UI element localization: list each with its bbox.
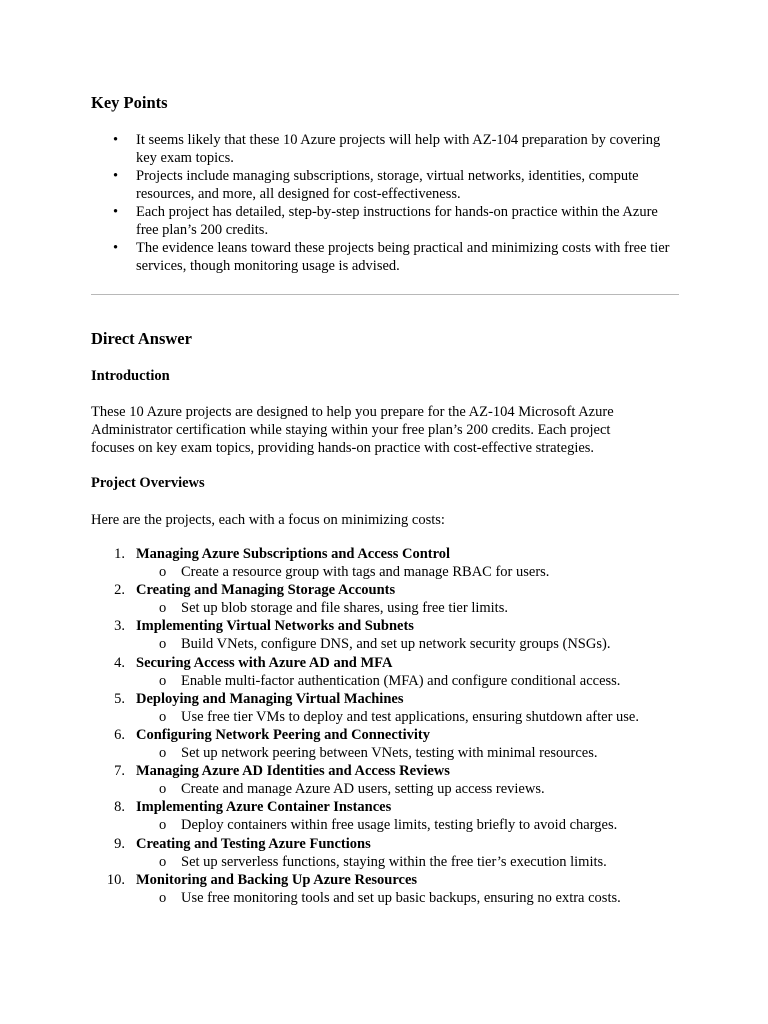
project-detail-text: Use free tier VMs to deploy and test applications, ensuring shutdown after use.	[181, 708, 639, 725]
project-item	[91, 798, 681, 834]
project-title: Configuring Network Peering and Connectivity	[136, 726, 431, 743]
project-title: Managing Azure AD Identities and Access Reviews	[136, 763, 450, 780]
project-item	[91, 835, 681, 871]
sub-bullet-icon: o	[159, 744, 167, 761]
project-number: 4.	[114, 654, 125, 671]
project-overviews-intro: Here are the projects, each with a focus on minimizing costs:	[91, 512, 445, 528]
project-detail-text: Use free monitoring tools and set up basic backups, ensuring no extra costs.	[181, 889, 621, 906]
project-detail-text: Set up blob storage and file shares, using free tier limits.	[181, 600, 508, 617]
key-point-item	[91, 203, 681, 239]
project-detail	[136, 780, 681, 798]
project-detail	[136, 672, 681, 690]
key-points-heading: Key Points	[91, 93, 168, 112]
projects-list	[91, 545, 681, 907]
key-point-item	[91, 131, 681, 167]
bullet-icon: •	[113, 204, 119, 220]
project-item	[91, 545, 681, 581]
project-detail-text: Enable multi-factor authentication (MFA) and configure conditional access.	[181, 672, 621, 689]
project-title: Implementing Virtual Networks and Subnets	[136, 618, 414, 635]
project-detail	[136, 889, 681, 907]
project-item	[91, 690, 681, 726]
introduction-heading: Introduction	[91, 368, 170, 384]
sub-bullet-icon: o	[159, 781, 167, 798]
project-detail-text: Create and manage Azure AD users, setting up access reviews.	[181, 781, 545, 798]
direct-answer-heading: Direct Answer	[91, 329, 192, 348]
project-detail-text: Deploy containers within free usage limits, testing briefly to avoid charges.	[181, 817, 618, 834]
sub-bullet-icon: o	[159, 636, 167, 653]
bullet-icon: •	[113, 168, 119, 184]
project-title: Creating and Testing Azure Functions	[136, 835, 371, 852]
key-point-text: Each project has detailed, step-by-step instructions for hands-on practice within the Azure free plan’s 200 credits.	[136, 204, 658, 238]
sub-bullet-icon: o	[159, 564, 167, 580]
project-title: Implementing Azure Container Instances	[136, 799, 392, 816]
project-number: 2.	[114, 582, 125, 599]
project-item	[91, 726, 681, 762]
project-number: 1.	[114, 546, 125, 562]
project-detail-text: Set up network peering between VNets, testing with minimal resources.	[181, 744, 598, 761]
project-item	[91, 581, 681, 617]
project-item	[91, 617, 681, 653]
bullet-icon: •	[113, 240, 119, 256]
project-number: 8.	[114, 799, 125, 816]
sub-bullet-icon: o	[159, 672, 167, 689]
introduction-paragraph: These 10 Azure projects are designed to help you prepare for the AZ-104 Microsoft Azure Administrator certification while staying within your free plan’s 200 credits. Each project focuses on key exam topics, providing hands-on practice with cost-effective strategies.	[91, 404, 614, 456]
project-title: Monitoring and Backing Up Azure Resources	[136, 871, 418, 888]
key-point-text: It seems likely that these 10 Azure projects will help with AZ-104 preparation by covering key exam topics.	[136, 132, 661, 166]
project-number: 9.	[114, 835, 125, 852]
project-number: 10.	[106, 871, 125, 888]
project-title: Managing Azure Subscriptions and Access Control	[136, 546, 451, 562]
project-overviews-heading: Project Overviews	[91, 475, 205, 491]
project-item	[91, 654, 681, 690]
project-detail-text: Set up serverless functions, staying within the free tier’s execution limits.	[181, 853, 607, 870]
project-number: 3.	[114, 618, 125, 635]
project-title: Creating and Managing Storage Accounts	[136, 582, 396, 599]
key-point-item	[91, 167, 681, 203]
project-title: Securing Access with Azure AD and MFA	[136, 654, 393, 671]
project-number: 5.	[114, 690, 125, 707]
key-point-text: The evidence leans toward these projects being practical and minimizing costs with free tier services, though monitoring usage is advised.	[136, 240, 670, 274]
section-divider	[91, 294, 679, 295]
key-points-list	[91, 131, 681, 275]
project-detail-text: Build VNets, configure DNS, and set up network security groups (NSGs).	[181, 636, 611, 653]
key-point-text: Projects include managing subscriptions, storage, virtual networks, identities, compute resources, and more, all designed for cost-effectiveness.	[136, 168, 639, 202]
project-item	[91, 762, 681, 798]
sub-bullet-icon: o	[159, 817, 167, 834]
project-detail	[136, 563, 681, 581]
project-number: 6.	[114, 726, 125, 743]
bullet-icon: •	[113, 132, 119, 148]
project-detail	[136, 635, 681, 653]
project-detail	[136, 708, 681, 726]
sub-bullet-icon: o	[159, 708, 167, 725]
project-title: Deploying and Managing Virtual Machines	[136, 690, 404, 707]
project-detail-text: Create a resource group with tags and manage RBAC for users.	[181, 564, 550, 580]
sub-bullet-icon: o	[159, 600, 167, 617]
sub-bullet-icon: o	[159, 853, 167, 870]
sub-bullet-icon: o	[159, 889, 167, 906]
project-detail	[136, 744, 681, 762]
project-detail	[136, 816, 681, 834]
project-item	[91, 871, 681, 907]
project-number: 7.	[114, 763, 125, 780]
project-detail	[136, 853, 681, 871]
project-detail	[136, 599, 681, 617]
key-point-item	[91, 239, 681, 275]
